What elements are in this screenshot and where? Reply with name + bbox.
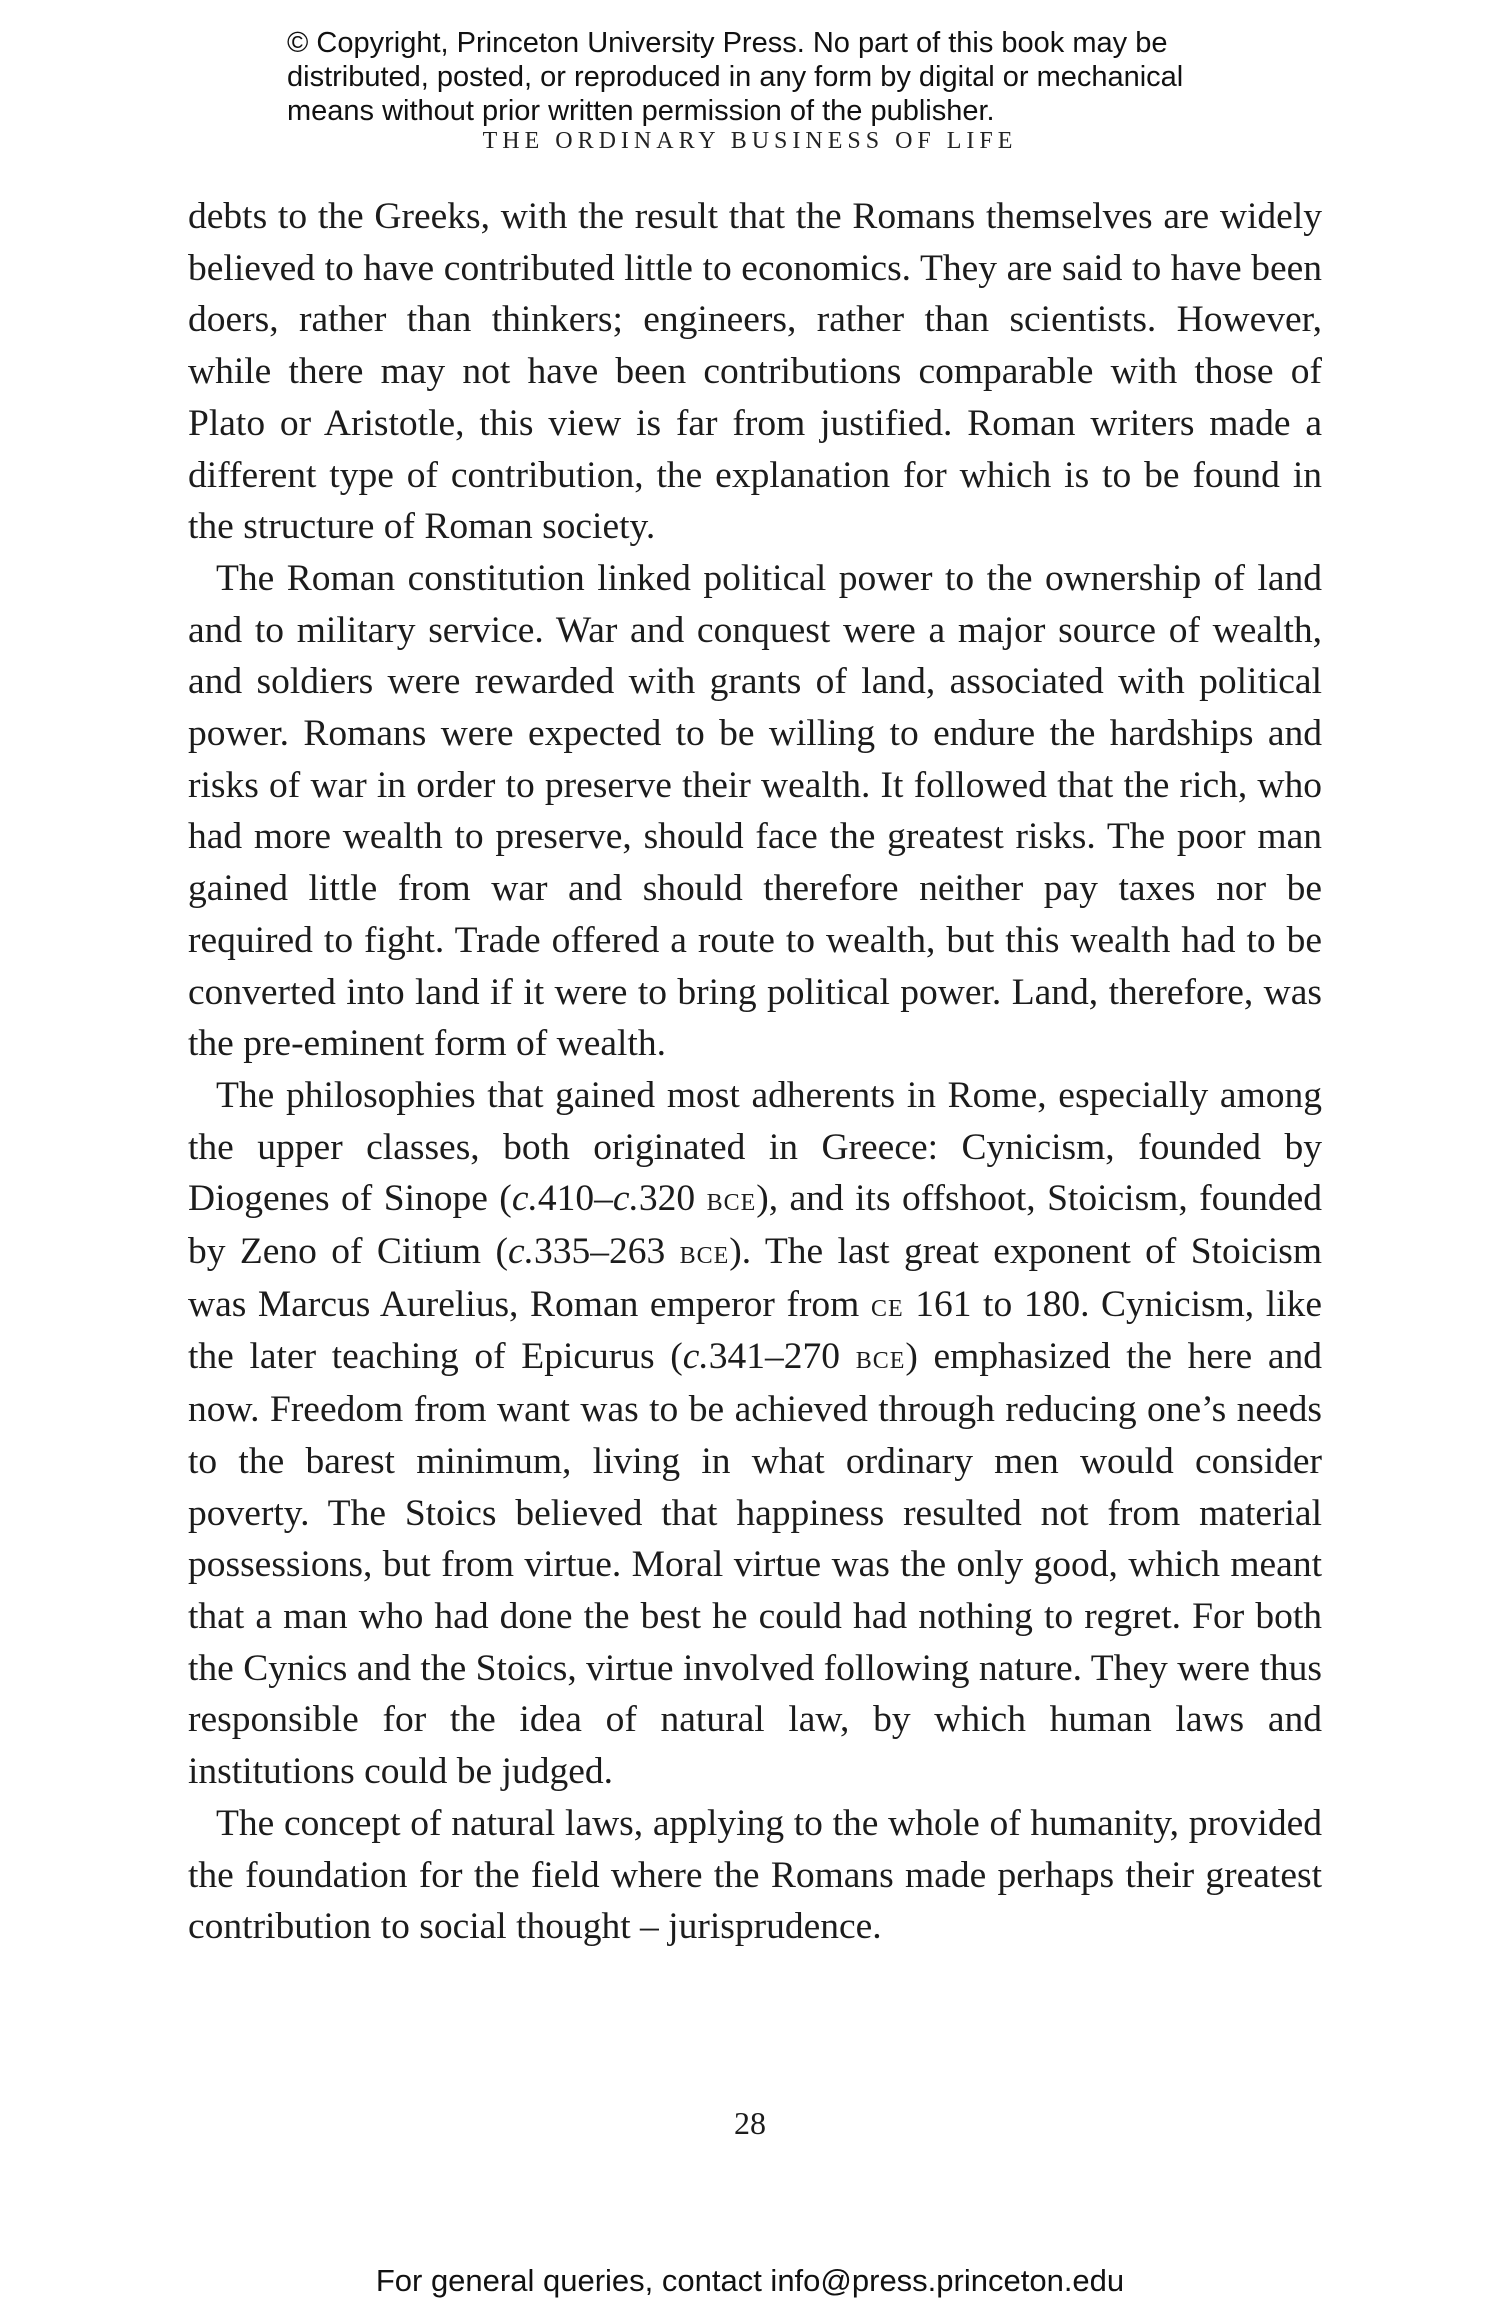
p3-text: 341–270: [708, 1336, 856, 1378]
circa-abbrev: c.: [682, 1336, 709, 1378]
circa-abbrev: c.: [612, 1178, 639, 1220]
p3-text: 335–263: [533, 1231, 680, 1273]
copyright-notice: [287, 26, 1287, 128]
p3-text: 410–: [537, 1178, 613, 1220]
p3-text: ), and its offshoot, Stoicism, founded by Zeno of Citium (: [188, 1178, 1323, 1273]
era-label: bce: [679, 1234, 730, 1272]
paragraph-2: The Roman constitution linked political power to the ownership of land and to military service. War and conquest were a major source of wealth, and soldiers were rewarded with grants of land, associated with political power. Romans were expected to be willing to endure the hardships and risks of war in order to preserve their wealth. It followed that the rich, who had more wealth to preserve, should face the greatest risks. The poor man gained little from war and should therefore neither pay taxes nor be required to fight. Trade offered a route to wealth, but this wealth had to be converted into land if it were to bring political power. Land, therefore, was the pre-eminent form of wealth.: [188, 557, 1322, 1065]
circa-abbrev: c.: [507, 1231, 534, 1273]
era-label: bce: [706, 1181, 757, 1219]
footer-contact: For general queries, contact info@press.princeton.edu: [375, 2263, 1125, 2298]
body-text: [188, 191, 1322, 1953]
copyright-line-3: means without prior written permission of the publisher.: [287, 95, 995, 127]
p3-text: 161 to 180. Cynicism, like the later teaching of Epicurus (: [188, 1283, 1322, 1378]
p3-text: The philosophies that gained most adherents in Rome, especially among the upper classes, both originated in Greece: Cynicism, founded by Diogenes of Sinope (: [188, 1074, 1322, 1220]
page-number: 28: [734, 2105, 766, 2141]
paragraph-1: debts to the Greeks, with the result that the Romans themselves are widely believed to have contributed little to economics. They are said to have been doers, rather than thinkers; engineers, rather than scientists. However, while there may not have been contributions comparable with those of Plato or Aristotle, this view is far from justified. Roman writers made a different type of contribution, the explanation for which is to be found in the structure of Roman society.: [188, 196, 1322, 548]
paragraph-3: [188, 1070, 1322, 1798]
era-label: ce: [870, 1286, 904, 1324]
p3-text: 320: [638, 1178, 707, 1220]
copyright-line-1: © Copyright, Princeton University Press. No part of this book may be: [287, 27, 1168, 59]
p3-text: ) emphasized the here and now. Freedom from want was to be achieved through reducing one’s needs to the barest minimum, living in what ordinary men would consider poverty. The Stoics believed that happiness resulted not from material possessions, but from virtue. Moral virtue was the only good, which meant that a man who had done the best he could had nothing to regret. For both the Cynics and the Stoics, virtue involved following nature. They were thus responsible for the idea of natural law, by which human laws and institutions could be judged.: [188, 1336, 1322, 1793]
running-head: THE ORDINARY BUSINESS OF LIFE: [482, 128, 1018, 154]
paragraph-4: The concept of natural laws, applying to the whole of humanity, provided the foundation for the field where the Romans made perhaps their greatest contribution to social thought – jurisprudence.: [188, 1802, 1322, 1948]
copyright-line-2: distributed, posted, or reproduced in any form by digital or mechanical: [287, 61, 1184, 93]
p3-text: ). The last great exponent of Stoicism was Marcus Aurelius, Roman emperor from: [188, 1231, 1322, 1325]
era-label: bce: [855, 1339, 906, 1377]
circa-abbrev: c.: [511, 1178, 538, 1220]
